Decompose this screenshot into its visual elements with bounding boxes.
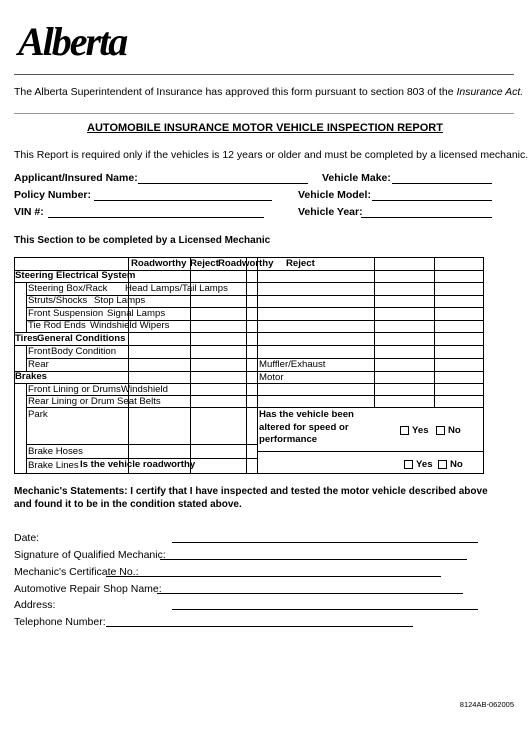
certificate-label: Mechanic's Certificate No.:: [14, 566, 139, 578]
altered-no-checkbox[interactable]: [436, 426, 445, 435]
front-lining-item: Front Lining or Drums: [28, 384, 121, 395]
col-reject-header-2: Reject: [286, 258, 315, 269]
mechanic-section-title: This Section to be completed by a Licensed Mechanic: [14, 235, 271, 246]
general-conditions-heading: General Conditions: [37, 333, 126, 344]
vehicle-year-field[interactable]: [361, 217, 492, 218]
date-label: Date:: [14, 532, 40, 544]
rear-lining-item: Rear Lining or Drum: [28, 396, 115, 407]
shop-name-field[interactable]: [157, 593, 463, 594]
roadworthy-no-checkbox[interactable]: [438, 460, 447, 469]
steering-heading: Steering: [15, 270, 54, 281]
report-title: AUTOMOBILE INSURANCE MOTOR VEHICLE INSPECTION REPORT: [87, 122, 443, 134]
roadworthy-yes-option[interactable]: Yes: [404, 459, 433, 471]
head-lamps-item: Head Lamps/Tail Lamps: [125, 283, 228, 294]
alberta-logo: Alberta: [18, 19, 127, 64]
policy-number-label: Policy Number:: [14, 189, 92, 201]
altered-yes-checkbox[interactable]: [400, 426, 409, 435]
telephone-label: Telephone Number:: [14, 616, 106, 628]
vin-label: VIN #:: [14, 206, 44, 218]
signal-lamps-item: Signal Lamps: [107, 308, 166, 319]
front-suspension-item: Front Suspension: [28, 308, 104, 319]
tires-heading: Tires: [15, 333, 38, 344]
altered-no-option[interactable]: No: [436, 425, 461, 437]
approval-divider: [14, 113, 514, 114]
brake-lines-item: Brake Lines: [28, 460, 79, 471]
vehicle-model-field[interactable]: [372, 200, 492, 201]
header-divider: [14, 74, 514, 75]
roadworthy-yes-checkbox[interactable]: [404, 460, 413, 469]
policy-number-field[interactable]: [94, 200, 272, 201]
windshield-wipers-item: Windshield Wipers: [90, 320, 170, 331]
rear-tires-item: Rear: [28, 359, 49, 370]
inspection-table: [14, 257, 484, 474]
seat-belts-item: Seat Belts: [117, 396, 161, 407]
certificate-field[interactable]: [106, 576, 441, 577]
applicant-name-field[interactable]: [138, 183, 308, 184]
muffler-item: Muffler/Exhaust: [259, 359, 326, 370]
signature-field[interactable]: [160, 559, 467, 560]
telephone-field[interactable]: [106, 626, 413, 627]
shop-name-label: Automotive Repair Shop Name:: [14, 583, 162, 595]
motor-item: Motor: [259, 372, 284, 383]
col-reject-header: Reject: [190, 258, 219, 269]
altered-yes-option[interactable]: Yes: [400, 425, 429, 437]
stop-lamps-item: Stop Lamps: [94, 295, 146, 306]
struts-item: Struts/Shocks: [28, 295, 88, 306]
vehicle-make-field[interactable]: [392, 183, 492, 184]
vin-field[interactable]: [48, 217, 264, 218]
address-label: Address:: [14, 599, 56, 611]
date-field[interactable]: [172, 542, 478, 543]
approval-statement: The Alberta Superintendent of Insurance has approved this form pursuant to section 803 of the Insurance Act.: [14, 86, 524, 98]
roadworthy-no-option[interactable]: No: [438, 459, 463, 471]
brakes-heading: Brakes: [15, 371, 48, 382]
vehicle-year-label: Vehicle Year:: [298, 206, 363, 218]
address-field[interactable]: [172, 609, 478, 610]
windshield-item: Windshield: [121, 384, 168, 395]
vehicle-model-label: Vehicle Model:: [298, 189, 371, 201]
steering-box-item: Steering Box/Rack: [28, 283, 108, 294]
electrical-heading: Electrical System: [56, 270, 136, 281]
altered-question: Has the vehicle been altered for speed or performance: [259, 409, 354, 445]
requirement-note: This Report is required only if the vehicles is 12 years or older and must be completed by a licensed mechanic.: [14, 149, 529, 161]
col-roadworthy-header-2: Roadworthy: [218, 258, 274, 269]
park-item: Park: [28, 409, 48, 420]
front-tires-item: Front: [28, 346, 51, 357]
roadworthy-question: Is the vehicle roadworthy: [80, 459, 196, 470]
col-roadworthy-header: Roadworthy: [131, 258, 187, 269]
vehicle-make-label: Vehicle Make:: [322, 172, 391, 184]
mechanic-statement: Mechanic's Statements: I certify that I have inspected and tested the motor vehicle described above and found it to be in the condition stated above.: [14, 486, 488, 510]
form-number: 8124AB-062005: [459, 700, 514, 709]
signature-label: Signature of Qualified Mechanic:: [14, 549, 166, 561]
applicant-name-label: Applicant/Insured Name:: [14, 172, 138, 184]
brake-hoses-item: Brake Hoses: [28, 446, 83, 457]
body-condition-item: Body Condition: [51, 346, 117, 357]
tie-rod-item: Tie Rod Ends: [28, 320, 86, 331]
